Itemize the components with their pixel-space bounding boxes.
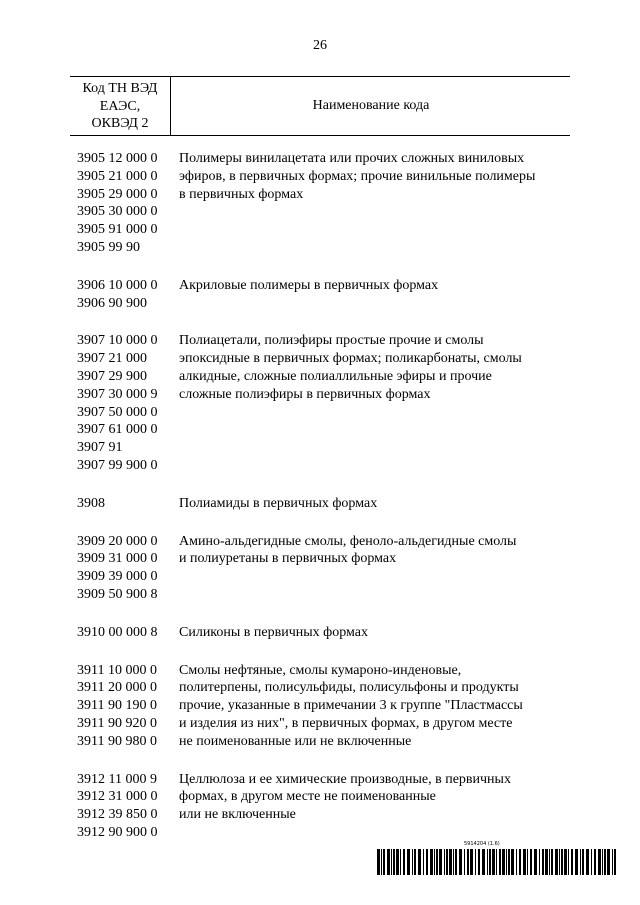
barcode-bar — [434, 849, 435, 875]
code-item: 3907 61 000 0 — [77, 422, 158, 438]
table-row — [77, 332, 577, 474]
code-description: Амино-альдегидные смолы, феноло-альдегидные смолы и полиуретаны в первичных формах — [179, 533, 517, 567]
code-item: 3905 29 000 0 — [77, 186, 158, 202]
barcode-bar — [482, 849, 485, 875]
barcode-bar — [582, 849, 584, 875]
barcode-bar — [467, 849, 469, 875]
barcode-bar — [391, 849, 392, 875]
code-item: 3912 39 850 0 — [77, 807, 158, 823]
code-description: Полиацетали, полиэфиры простые прочие и смолы эпоксидные в первичных формах; поликарбонаты, смолы алкидные, сложные полиаллильные эфиры и прочие сложные полиэфиры в первичных формах — [179, 333, 522, 402]
barcode-bar — [586, 849, 589, 875]
code-list — [77, 495, 179, 513]
barcode-bar — [602, 849, 603, 875]
barcode-bar — [446, 849, 448, 875]
barcode-bar — [527, 849, 528, 875]
code-item: 3907 30 000 9 — [77, 386, 158, 402]
barcode-bar — [555, 849, 558, 875]
barcode-bar — [506, 849, 507, 875]
barcode-bar — [439, 849, 442, 875]
code-list — [77, 624, 179, 642]
barcode-bar — [568, 849, 569, 875]
barcode-bar — [414, 849, 416, 875]
header-name-column: Наименование кода — [312, 98, 430, 113]
code-item: 3907 91 — [77, 440, 123, 456]
barcode-bar — [426, 849, 428, 875]
barcode-bar — [449, 849, 452, 875]
code-description: Целлюлоза и ее химические производные, в первичных формах, в другом месте не поименованные или не включенные — [179, 771, 511, 823]
table-row — [77, 150, 577, 257]
barcode-bar — [571, 849, 573, 875]
barcode-bar — [459, 849, 462, 875]
code-item: 3909 20 000 0 — [77, 533, 158, 549]
code-list — [77, 150, 179, 257]
table-row — [77, 624, 577, 642]
barcode-bar — [534, 849, 537, 875]
barcode-bar — [545, 849, 548, 875]
barcode-bar — [542, 849, 544, 875]
code-list — [77, 533, 179, 604]
page-number: 26 — [313, 38, 327, 53]
barcode-bar — [475, 849, 476, 875]
barcode-bar — [549, 849, 550, 875]
barcode-bar — [530, 849, 532, 875]
code-item: 3909 39 000 0 — [77, 569, 158, 585]
code-item: 3907 29 900 — [77, 368, 147, 384]
barcode-bar — [564, 849, 567, 875]
table-row — [77, 771, 577, 842]
code-item: 3909 50 900 8 — [77, 586, 158, 602]
table-header — [70, 76, 570, 136]
barcode-bar — [430, 849, 433, 875]
barcode-bar — [612, 849, 613, 875]
barcode-bar — [508, 849, 510, 875]
barcode-bar — [403, 849, 405, 875]
code-item: 3906 10 000 0 — [77, 277, 158, 293]
barcode-bar — [604, 849, 606, 875]
barcode-bar — [444, 849, 445, 875]
barcode-bar — [464, 849, 465, 875]
code-item: 3907 10 000 0 — [77, 333, 158, 349]
barcode-bar — [575, 849, 578, 875]
barcode-label: 5914204 (1.6) — [464, 841, 500, 847]
table-row — [77, 495, 577, 513]
barcode-bar — [418, 849, 421, 875]
code-item: 3906 90 900 — [77, 295, 147, 311]
barcode-bar — [377, 849, 380, 875]
code-item: 3911 10 000 0 — [77, 662, 157, 678]
barcode-bar — [594, 849, 596, 875]
barcode-bar — [561, 849, 563, 875]
code-item: 3912 11 000 9 — [77, 771, 157, 787]
code-item: 3905 30 000 0 — [77, 204, 158, 220]
table-row — [77, 533, 577, 604]
barcode-bar — [598, 849, 601, 875]
code-item: 3907 50 000 0 — [77, 404, 158, 420]
barcode-bar — [539, 849, 540, 875]
code-item: 3911 90 980 0 — [77, 733, 157, 749]
code-item: 3907 99 900 0 — [77, 457, 158, 473]
header-code-column: Код ТН ВЭД ЕАЭС, ОКВЭД 2 — [70, 77, 171, 135]
barcode — [377, 841, 617, 875]
barcode-bar — [487, 849, 488, 875]
code-item: 3912 31 000 0 — [77, 789, 158, 805]
barcode-bar — [499, 849, 501, 875]
code-item: 3907 21 000 — [77, 351, 147, 367]
table-row — [77, 277, 577, 313]
barcode-bar — [400, 849, 401, 875]
barcode-bar — [396, 849, 399, 875]
code-item: 3911 20 000 0 — [77, 680, 157, 696]
code-list — [77, 277, 179, 313]
barcode-icon — [377, 849, 617, 875]
barcode-bar — [407, 849, 410, 875]
barcode-bar — [511, 849, 514, 875]
barcode-bar — [502, 849, 505, 875]
barcode-bar — [559, 849, 560, 875]
barcode-bar — [387, 849, 390, 875]
barcode-bar — [393, 849, 395, 875]
code-description: Полимеры винилацетата или прочих сложных виниловых эфиров, в первичных формах; прочие винильные полимеры в первичных формах — [179, 151, 536, 202]
code-item: 3912 90 900 0 — [77, 824, 158, 840]
barcode-bar — [519, 849, 521, 875]
barcode-bar — [412, 849, 413, 875]
code-description: Полиамиды в первичных формах — [179, 495, 378, 511]
code-description: Акриловые полимеры в первичных формах — [179, 277, 439, 293]
code-item: 3909 31 000 0 — [77, 551, 158, 567]
barcode-bar — [381, 849, 382, 875]
table-row — [77, 662, 577, 751]
barcode-bar — [551, 849, 553, 875]
barcode-bar — [423, 849, 424, 875]
code-description: Смолы нефтяные, смолы кумароно-инденовые, политерпены, полисульфиды, полисульфоны и продукты прочие, указанные в примечании 3 к группе "Пластмассы и изделия из них", в первичных формах, в другом месте не поименованные или не включенные — [179, 662, 523, 749]
code-item: 3905 91 000 0 — [77, 222, 158, 238]
code-item: 3905 12 000 0 — [77, 151, 158, 166]
barcode-bar — [607, 849, 610, 875]
code-item: 3910 00 000 8 — [77, 624, 158, 640]
code-description: Силиконы в первичных формах — [179, 624, 368, 640]
code-item: 3905 99 90 — [77, 239, 140, 255]
code-item: 3905 21 000 0 — [77, 168, 158, 184]
barcode-bar — [489, 849, 491, 875]
code-table-body — [77, 150, 577, 862]
code-list — [77, 332, 179, 474]
code-item: 3908 — [77, 495, 105, 511]
code-item: 3911 90 190 0 — [77, 698, 157, 714]
barcode-bar — [492, 849, 495, 875]
barcode-bar — [455, 849, 457, 875]
barcode-bar — [436, 849, 438, 875]
barcode-bar — [453, 849, 454, 875]
barcode-bar — [516, 849, 517, 875]
code-item: 3911 90 920 0 — [77, 715, 157, 731]
barcode-bar — [478, 849, 480, 875]
barcode-bar — [470, 849, 473, 875]
barcode-bar — [523, 849, 526, 875]
barcode-bar — [591, 849, 592, 875]
code-list — [77, 771, 179, 842]
barcode-bar — [580, 849, 581, 875]
code-list — [77, 662, 179, 751]
barcode-bar — [496, 849, 497, 875]
barcode-bar — [614, 849, 616, 875]
barcode-bar — [383, 849, 385, 875]
